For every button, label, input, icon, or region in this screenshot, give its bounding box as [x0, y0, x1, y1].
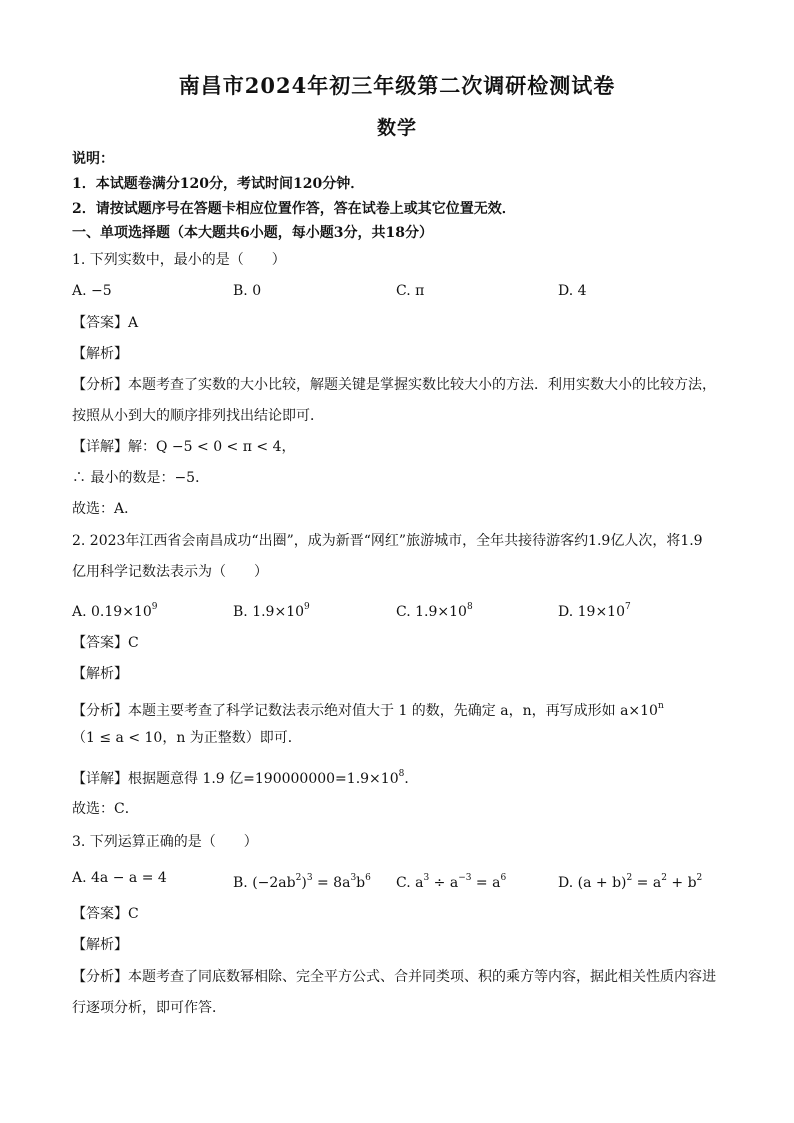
question-2-option-d	[558, 598, 631, 621]
instruction-item-1: 1．本试题卷满分120分，考试时间120分钟．	[72, 176, 365, 192]
option-a-label: A.	[72, 604, 87, 620]
question-1-option-b: B. 0	[233, 283, 262, 299]
question-2-analysis-line-1	[72, 697, 664, 720]
option-b-part-4: b	[356, 875, 366, 891]
subject-title: 数学	[376, 117, 417, 139]
question-3-option-a: A. 4a − a = 4	[72, 870, 167, 886]
option-c-exp-2: −3	[458, 873, 472, 883]
option-d-exp-3: 2	[696, 873, 703, 883]
option-b-exp-4: 6	[365, 873, 371, 883]
question-1-analysis-label: 【解析】	[72, 346, 128, 362]
option-d-label: D.	[558, 604, 574, 620]
option-b-exponent: 9	[304, 602, 310, 612]
question-2-answer: 【答案】C	[72, 635, 139, 651]
option-d-exponent: 7	[625, 602, 631, 612]
option-c-base: 1.9×10	[415, 604, 467, 620]
question-2-option-c	[396, 598, 473, 621]
detail-exponent: 8	[398, 769, 405, 779]
question-3-analysis-label: 【解析】	[72, 937, 128, 953]
option-d-part-2: = a	[632, 875, 662, 891]
option-b-part-1: B. (−2ab	[233, 875, 296, 891]
question-2-stem-line-1: 2. 2023年江西省会南昌成功“出圈”，成为新晋“网红”旅游城市，全年共接待游客约1.9亿人次，将1.9	[72, 533, 703, 549]
question-3-stem: 3. 下列运算正确的是（ ）	[72, 834, 258, 850]
question-3-option-c	[396, 869, 506, 892]
option-c-part-3: = a	[471, 875, 501, 891]
question-2-option-b	[233, 598, 310, 621]
question-1-option-a: A. −5	[72, 283, 112, 299]
option-c-exp-1: 3	[423, 873, 430, 883]
question-3-option-d	[558, 869, 702, 892]
question-2-option-a	[72, 598, 157, 621]
question-1-option-c: C. π	[396, 283, 425, 299]
question-2-choice: 故选：C．	[72, 801, 139, 817]
analysis-text: 【分析】本题主要考查了科学记数法表示绝对值大于 1 的数，先确定 a，n，再写成形如 a×10	[72, 703, 658, 719]
option-d-exp-2: 2	[661, 873, 667, 883]
option-b-label: B.	[233, 604, 248, 620]
option-a-base: 0.19×10	[91, 604, 152, 620]
option-b-part-3: = 8a	[312, 875, 351, 891]
detail-text: 【详解】根据题意得 1.9 亿=190000000=1.9×10	[72, 771, 399, 787]
question-1-stem: 1. 下列实数中，最小的是（ ）	[72, 252, 286, 268]
option-d-part-1: D. (a + b)	[558, 875, 627, 891]
question-1-choice: 故选：A．	[72, 501, 139, 517]
option-c-part-2: ÷ a	[429, 875, 459, 891]
question-3-analysis-line-2: 行逐项分析，即可作答．	[72, 1000, 226, 1016]
exam-title: 南昌市2024年初三年级第二次调研检测试卷	[178, 73, 616, 98]
analysis-exponent: n	[657, 701, 664, 711]
detail-end: ．	[404, 771, 419, 787]
question-3-analysis-line-1: 【分析】本题考查了同底数幂相除、完全平方公式、合并同类项、积的乘方等内容，据此相关性质内容进	[72, 969, 716, 985]
option-b-part-2: )	[301, 875, 307, 891]
question-3-option-b	[233, 869, 371, 892]
question-2-detail	[72, 765, 418, 788]
instruction-item-2: 2．请按试题序号在答题卡相应位置作答，答在试卷上或其它位置无效．	[72, 201, 516, 217]
question-1-conclusion: ∴ 最小的数是：−5．	[72, 470, 210, 486]
question-2-stem-line-2: 亿用科学记数法表示为（ ）	[72, 564, 268, 580]
option-d-part-3: + b	[666, 875, 697, 891]
section-heading: 一、单项选择题（本大题共6小题，每小题3分，共18分）	[72, 225, 433, 241]
option-c-label: C.	[396, 604, 411, 620]
option-b-exp-2: 3	[306, 873, 313, 883]
option-d-exp-1: 2	[626, 873, 633, 883]
instructions-heading: 说明：	[72, 151, 114, 167]
question-1-analysis-line-2: 按照从小到大的顺序排列找出结论即可．	[72, 408, 324, 424]
option-b-exp-1: 2	[295, 873, 302, 883]
question-2-analysis-line-2: （1 ≤ a < 10，n 为正整数）即可．	[72, 730, 302, 746]
question-1-answer: 【答案】A	[72, 315, 139, 331]
option-b-exp-3: 3	[350, 873, 357, 883]
option-a-exponent: 9	[151, 602, 158, 612]
question-1-analysis-line-1: 【分析】本题考查了实数的大小比较，解题关键是掌握实数比较大小的方法．利用实数大小的比较方法，	[72, 377, 716, 393]
question-1-detail: 【详解】解：Q −5 < 0 < π < 4，	[72, 439, 296, 455]
question-2-analysis-label: 【解析】	[72, 666, 128, 682]
question-3-answer: 【答案】C	[72, 906, 139, 922]
option-c-exp-3: 6	[500, 873, 507, 883]
option-c-part-1: C. a	[396, 875, 424, 891]
option-b-base: 1.9×10	[252, 604, 305, 620]
question-1-option-d: D. 4	[558, 283, 587, 299]
option-d-base: 19×10	[577, 604, 625, 620]
option-c-exponent: 8	[466, 602, 473, 612]
